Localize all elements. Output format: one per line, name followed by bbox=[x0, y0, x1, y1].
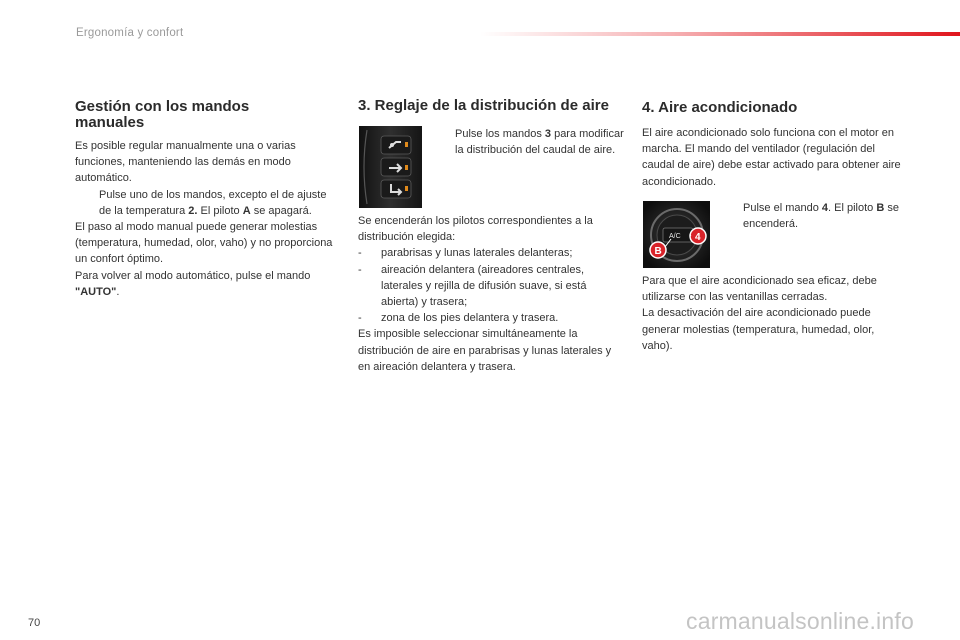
distribution-buttons-icon bbox=[359, 126, 422, 208]
distribution-item-windscreen: - parabrisas y lunas laterales delanteras; bbox=[358, 247, 573, 260]
section-header: Ergonomía y confort bbox=[76, 27, 184, 39]
ac-bullet: Pulse el mando 4. El piloto B se encenderá. bbox=[743, 202, 899, 231]
distribution-item-ventilation: - aireación delantera (aireadores centrales, laterales y rejilla de difusión suave, si está abierta) y trasera; bbox=[358, 263, 587, 309]
distribution-item-footwell: - zona de los pies delantera y trasera. bbox=[358, 312, 559, 325]
manual-bullet: Pulse uno de los mandos, excepto el de ajuste de la temperatura 2. El piloto A se apagará. bbox=[99, 188, 327, 217]
ac-button-photo bbox=[643, 201, 710, 268]
distribution-bullet: Pulse los mandos 3 para modificar la distribución del caudal de aire. bbox=[455, 128, 624, 157]
badge-4: 4 bbox=[695, 232, 701, 243]
manual-intro-text: Es posible regular manualmente una o varias funciones, manteniendo las demás en modo automático. bbox=[75, 140, 296, 185]
air-distribution-title: 3. Reglaje de la distribución de aire bbox=[358, 97, 609, 114]
distribution-limitation-text: Es imposible seleccionar simultáneamente la distribución de aire en parabrisas y lunas laterales y en aireación delantera y trasera. bbox=[358, 328, 612, 373]
header-accent-bar bbox=[480, 32, 960, 36]
page-number: 70 bbox=[28, 617, 41, 629]
ac-efficiency-text: Para que el aire acondicionado sea eficaz, debe utilizarse con las ventanillas cerradas. bbox=[642, 275, 877, 304]
ac-label: A/C bbox=[669, 233, 681, 240]
manual-return-text: Para volver al modo automático, pulse el mando "AUTO". bbox=[75, 269, 311, 298]
manual-warning-text: El paso al modo manual puede generar molestias (temperatura, humedad, olor, vaho) y no proporciona un confort óptimo. bbox=[75, 221, 333, 266]
manual-controls-title: Gestión con los mandos manuales bbox=[75, 98, 250, 131]
badge-b: B bbox=[654, 246, 662, 257]
distribution-buttons-photo bbox=[359, 126, 422, 208]
ac-intro-text: El aire acondicionado solo funciona con el motor en marcha. El mando del ventilador (regulación del caudal de aire) debe estar activado para obtener aire acondicionado. bbox=[642, 127, 901, 188]
watermark: carmanualsonline.info bbox=[686, 608, 914, 634]
distribution-pilots-text: Se encenderán los pilotos correspondientes a la distribución elegida: bbox=[358, 215, 593, 244]
ac-button-icon bbox=[643, 201, 710, 268]
ac-deactivation-text: La desactivación del aire acondicionado puede generar molestias (temperatura, humedad, olor, vaho). bbox=[642, 307, 875, 352]
air-conditioning-title: 4. Aire acondicionado bbox=[642, 99, 798, 116]
